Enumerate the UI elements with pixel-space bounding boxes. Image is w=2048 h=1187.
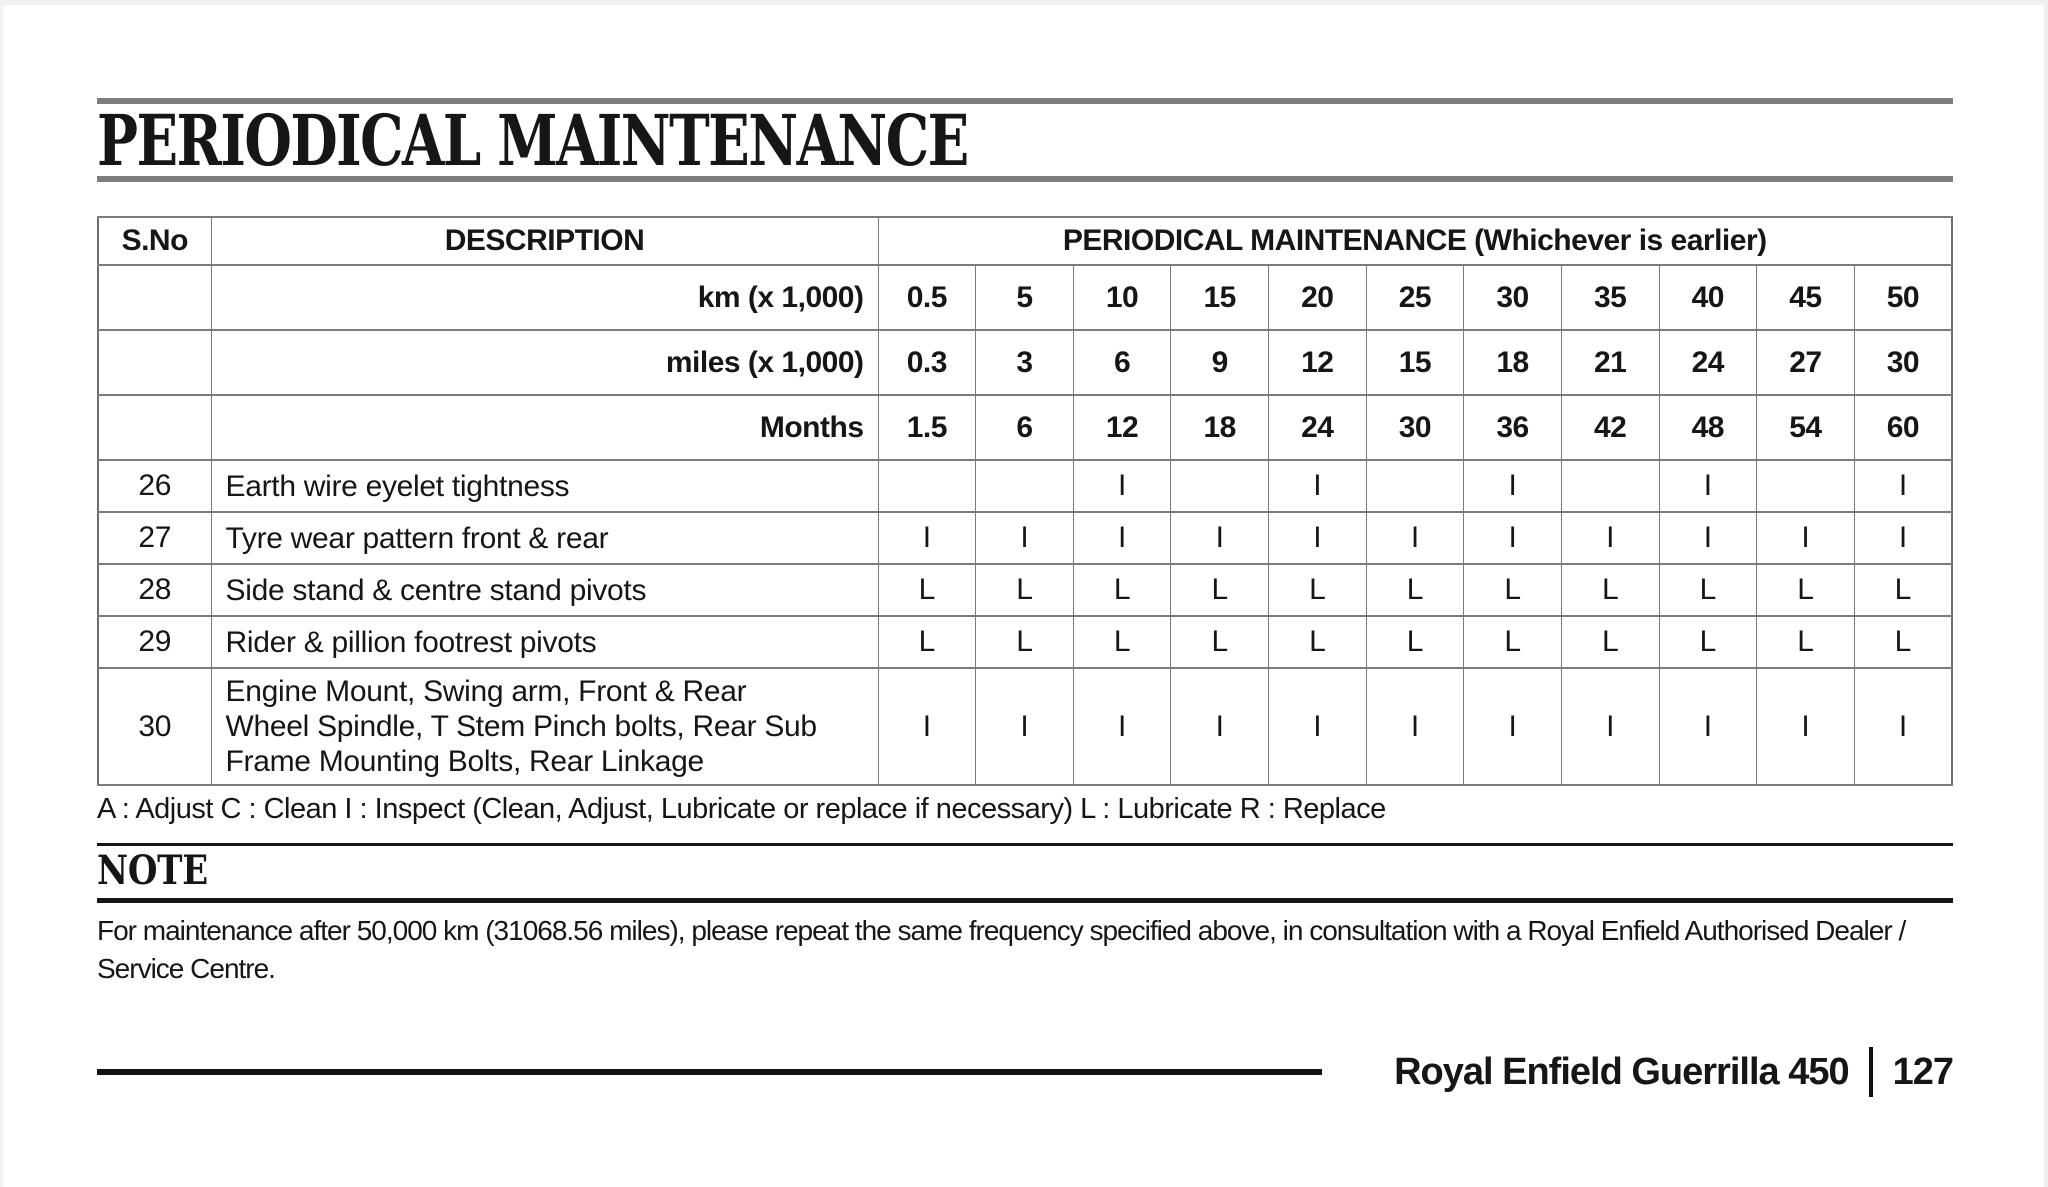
mark-cell: L: [1073, 616, 1171, 668]
interval-value-cell: 54: [1757, 395, 1855, 460]
table-header-row: [98, 217, 1952, 265]
mark-cell: L: [1561, 616, 1659, 668]
row-description: Rider & pillion footrest pivots: [211, 616, 878, 668]
interval-value-cell: 5: [976, 265, 1074, 330]
interval-sno-cell: [98, 265, 211, 330]
description-line: Frame Mounting Bolts, Rear Linkage: [225, 745, 704, 778]
mark-cell: L: [1366, 564, 1464, 616]
row-description: Tyre wear pattern front & rear: [211, 512, 878, 564]
interval-sno-cell: [98, 395, 211, 460]
interval-label: miles (x 1,000): [211, 330, 878, 395]
mark-cell: I: [1757, 512, 1855, 564]
table-row: [98, 564, 1952, 616]
footer-model: Royal Enfield Guerrilla 450: [1394, 1050, 1849, 1093]
row-description: Earth wire eyelet tightness: [211, 460, 878, 512]
mark-cell: [1757, 460, 1855, 512]
interval-value-cell: 30: [1464, 265, 1562, 330]
interval-value-cell: 1.5: [878, 395, 976, 460]
mark-cell: [1366, 460, 1464, 512]
mark-cell: I: [878, 512, 976, 564]
interval-value-cell: 24: [1269, 395, 1367, 460]
description-line: Wheel Spindle, T Stem Pinch bolts, Rear Sub: [225, 710, 817, 743]
mark-cell: I: [1854, 460, 1952, 512]
interval-value-cell: 25: [1366, 265, 1464, 330]
interval-value-cell: 12: [1073, 395, 1171, 460]
mark-cell: I: [1854, 668, 1952, 785]
interval-value-cell: 18: [1171, 395, 1269, 460]
maintenance-table: [97, 216, 1953, 786]
row-description: [211, 668, 878, 785]
mark-cell: I: [878, 668, 976, 785]
mark-cell: L: [1269, 616, 1367, 668]
interval-value-cell: 18: [1464, 330, 1562, 395]
interval-value-cell: 21: [1561, 330, 1659, 395]
mark-cell: I: [1659, 668, 1757, 785]
footer-page-number: 127: [1892, 1050, 1953, 1093]
note-heading-block: [97, 843, 1953, 903]
mark-cell: I: [1464, 668, 1562, 785]
interval-value-cell: 15: [1366, 330, 1464, 395]
interval-value-cell: 60: [1854, 395, 1952, 460]
description-line: Engine Mount, Swing arm, Front & Rear: [225, 675, 747, 708]
mark-cell: I: [1171, 512, 1269, 564]
mark-cell: L: [1171, 564, 1269, 616]
mark-cell: L: [1854, 564, 1952, 616]
mark-cell: [878, 460, 976, 512]
interval-value-cell: 30: [1854, 330, 1952, 395]
mark-cell: I: [1171, 668, 1269, 785]
row-sno: 29: [98, 616, 211, 668]
mark-cell: I: [1659, 460, 1757, 512]
mark-cell: I: [1854, 512, 1952, 564]
header-description: DESCRIPTION: [211, 217, 878, 265]
mark-cell: L: [1269, 564, 1367, 616]
mark-cell: L: [976, 616, 1074, 668]
mark-cell: L: [976, 564, 1074, 616]
interval-value-cell: 15: [1171, 265, 1269, 330]
header-maintenance: PERIODICAL MAINTENANCE (Whichever is earlier): [878, 217, 1952, 265]
table-row: [98, 668, 1952, 785]
mark-cell: I: [1757, 668, 1855, 785]
interval-value-cell: 9: [1171, 330, 1269, 395]
interval-label: Months: [211, 395, 878, 460]
mark-cell: L: [1366, 616, 1464, 668]
interval-value-cell: 24: [1659, 330, 1757, 395]
mark-cell: L: [1854, 616, 1952, 668]
mark-cell: I: [1464, 460, 1562, 512]
interval-value-cell: 35: [1561, 265, 1659, 330]
interval-sno-cell: [98, 330, 211, 395]
mark-cell: I: [1073, 460, 1171, 512]
legend-text: A : Adjust C : Clean I : Inspect (Clean, Adjust, Lubricate or replace if necessary) L : Lubricate R : Replace: [97, 793, 1386, 825]
page-footer: [97, 1042, 1953, 1102]
mark-cell: I: [976, 512, 1074, 564]
mark-cell: L: [1464, 616, 1562, 668]
mark-cell: I: [1269, 460, 1367, 512]
mark-cell: I: [1366, 512, 1464, 564]
row-sno: 27: [98, 512, 211, 564]
interval-value-cell: 12: [1269, 330, 1367, 395]
row-sno: 28: [98, 564, 211, 616]
mark-cell: L: [1561, 564, 1659, 616]
interval-value-cell: 36: [1464, 395, 1562, 460]
page-edge-right: [2044, 0, 2048, 1187]
mark-cell: I: [1269, 512, 1367, 564]
interval-value-cell: 0.5: [878, 265, 976, 330]
interval-row: [98, 265, 1952, 330]
title-block: [97, 98, 1953, 182]
page-title: PERIODICAL MAINTENANCE: [97, 99, 968, 182]
interval-row: [98, 395, 1952, 460]
table-body: [98, 217, 1952, 785]
table-row: [98, 460, 1952, 512]
interval-value-cell: 20: [1269, 265, 1367, 330]
interval-value-cell: 40: [1659, 265, 1757, 330]
interval-value-cell: 6: [1073, 330, 1171, 395]
interval-value-cell: 50: [1854, 265, 1952, 330]
mark-cell: L: [1659, 616, 1757, 668]
page-edge-top: [0, 0, 2048, 5]
mark-cell: [1561, 460, 1659, 512]
header-sno: S.No: [98, 217, 211, 265]
mark-cell: L: [878, 564, 976, 616]
table-row: [98, 512, 1952, 564]
row-sno: 30: [98, 668, 211, 785]
mark-cell: L: [1171, 616, 1269, 668]
mark-cell: L: [878, 616, 976, 668]
mark-cell: I: [1366, 668, 1464, 785]
page-edge-left: [0, 0, 3, 1187]
mark-cell: L: [1464, 564, 1562, 616]
mark-cell: L: [1073, 564, 1171, 616]
mark-cell: L: [1659, 564, 1757, 616]
footer-divider: [1869, 1047, 1873, 1097]
interval-value-cell: 30: [1366, 395, 1464, 460]
note-heading: NOTE: [97, 847, 208, 894]
note-text: For maintenance after 50,000 km (31068.56 miles), please repeat the same frequency specified above, in consultation with a Royal Enfield Authorised Dealer / Service Centre.: [97, 915, 1906, 984]
interval-value-cell: 45: [1757, 265, 1855, 330]
mark-cell: L: [1757, 616, 1855, 668]
interval-value-cell: 42: [1561, 395, 1659, 460]
table-row: [98, 616, 1952, 668]
mark-cell: I: [1073, 668, 1171, 785]
row-description-multiline: [226, 674, 817, 779]
mark-cell: I: [1464, 512, 1562, 564]
mark-cell: [976, 460, 1074, 512]
mark-cell: I: [1659, 512, 1757, 564]
mark-cell: I: [1073, 512, 1171, 564]
footer-text: [1394, 1047, 1953, 1097]
interval-row: [98, 330, 1952, 395]
mark-cell: L: [1757, 564, 1855, 616]
mark-cell: I: [1269, 668, 1367, 785]
footer-rule: [97, 1069, 1322, 1075]
interval-value-cell: 48: [1659, 395, 1757, 460]
row-sno: 26: [98, 460, 211, 512]
interval-value-cell: 27: [1757, 330, 1855, 395]
interval-value-cell: 10: [1073, 265, 1171, 330]
mark-cell: I: [976, 668, 1074, 785]
row-description: Side stand & centre stand pivots: [211, 564, 878, 616]
mark-cell: [1171, 460, 1269, 512]
interval-value-cell: 3: [976, 330, 1074, 395]
mark-cell: I: [1561, 668, 1659, 785]
interval-label: km (x 1,000): [211, 265, 878, 330]
interval-value-cell: 6: [976, 395, 1074, 460]
interval-value-cell: 0.3: [878, 330, 976, 395]
mark-cell: I: [1561, 512, 1659, 564]
